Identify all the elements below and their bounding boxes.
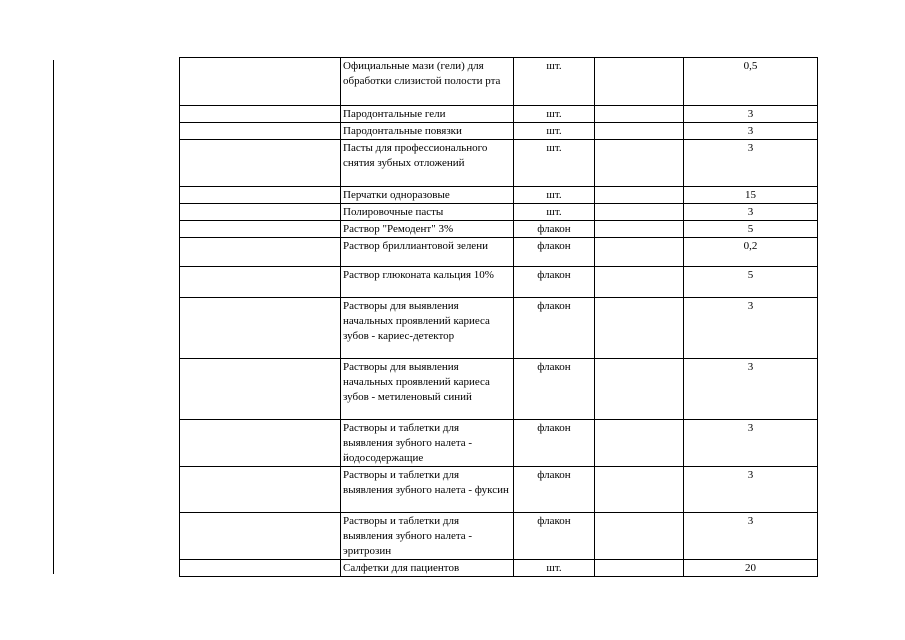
row-number-cell	[180, 267, 341, 298]
extra-cell	[595, 267, 684, 298]
item-name-cell: Раствор бриллиантовой зелени	[341, 238, 514, 267]
unit-cell: шт.	[514, 140, 595, 187]
quantity-cell: 5	[684, 267, 818, 298]
row-number-cell	[180, 513, 341, 560]
extra-cell	[595, 298, 684, 359]
row-number-cell	[180, 123, 341, 140]
extra-cell	[595, 221, 684, 238]
row-number-cell	[180, 467, 341, 513]
item-name-cell: Пародонтальные гели	[341, 106, 514, 123]
table-row	[180, 140, 818, 187]
table-row	[180, 221, 818, 238]
quantity-cell: 3	[684, 513, 818, 560]
extra-cell	[595, 58, 684, 106]
quantity-cell: 3	[684, 359, 818, 420]
page-margin-line	[53, 60, 54, 574]
quantity-cell: 3	[684, 140, 818, 187]
row-number-cell	[180, 58, 341, 106]
row-number-cell	[180, 204, 341, 221]
quantity-cell: 3	[684, 123, 818, 140]
quantity-cell: 3	[684, 420, 818, 467]
row-number-cell	[180, 106, 341, 123]
unit-cell: флакон	[514, 467, 595, 513]
unit-cell: шт.	[514, 560, 595, 577]
unit-cell: флакон	[514, 267, 595, 298]
item-name-cell: Растворы и таблетки для выявления зубного налета - йодосодержащие	[341, 420, 514, 467]
item-name-cell: Растворы для выявления начальных проявлений кариеса зубов - метиленовый синий	[341, 359, 514, 420]
table-row	[180, 560, 818, 577]
quantity-cell: 15	[684, 187, 818, 204]
table-row	[180, 123, 818, 140]
unit-cell: флакон	[514, 221, 595, 238]
extra-cell	[595, 420, 684, 467]
item-name-cell: Раствор глюконата кальция 10%	[341, 267, 514, 298]
quantity-cell: 20	[684, 560, 818, 577]
table-row	[180, 420, 818, 467]
unit-cell: шт.	[514, 123, 595, 140]
quantity-cell: 3	[684, 298, 818, 359]
item-name-cell: Перчатки одноразовые	[341, 187, 514, 204]
item-name-cell: Раствор "Ремодент" 3%	[341, 221, 514, 238]
extra-cell	[595, 467, 684, 513]
table-row	[180, 298, 818, 359]
extra-cell	[595, 204, 684, 221]
unit-cell: шт.	[514, 204, 595, 221]
table-row	[180, 359, 818, 420]
row-number-cell	[180, 221, 341, 238]
row-number-cell	[180, 560, 341, 577]
item-name-cell: Пасты для профессионального снятия зубных отложений	[341, 140, 514, 187]
table-row	[180, 238, 818, 267]
extra-cell	[595, 359, 684, 420]
quantity-cell: 0,5	[684, 58, 818, 106]
item-name-cell: Салфетки для пациентов	[341, 560, 514, 577]
row-number-cell	[180, 298, 341, 359]
unit-cell: флакон	[514, 359, 595, 420]
unit-cell: шт.	[514, 106, 595, 123]
table-row	[180, 513, 818, 560]
item-name-cell: Растворы и таблетки для выявления зубного налета - фуксин	[341, 467, 514, 513]
item-name-cell: Растворы для выявления начальных проявлений кариеса зубов - кариес-детектор	[341, 298, 514, 359]
unit-cell: флакон	[514, 513, 595, 560]
table-row	[180, 106, 818, 123]
extra-cell	[595, 106, 684, 123]
unit-cell: флакон	[514, 238, 595, 267]
extra-cell	[595, 187, 684, 204]
item-name-cell: Пародонтальные повязки	[341, 123, 514, 140]
extra-cell	[595, 513, 684, 560]
extra-cell	[595, 238, 684, 267]
row-number-cell	[180, 420, 341, 467]
unit-cell: флакон	[514, 420, 595, 467]
supplies-table	[179, 57, 818, 577]
item-name-cell: Растворы и таблетки для выявления зубного налета - эритрозин	[341, 513, 514, 560]
extra-cell	[595, 140, 684, 187]
item-name-cell: Полировочные пасты	[341, 204, 514, 221]
row-number-cell	[180, 140, 341, 187]
extra-cell	[595, 560, 684, 577]
table-row	[180, 204, 818, 221]
unit-cell: шт.	[514, 187, 595, 204]
table-row	[180, 187, 818, 204]
table-row	[180, 467, 818, 513]
extra-cell	[595, 123, 684, 140]
item-name-cell: Официальные мази (гели) для обработки слизистой полости рта	[341, 58, 514, 106]
quantity-cell: 0,2	[684, 238, 818, 267]
quantity-cell: 3	[684, 467, 818, 513]
quantity-cell: 3	[684, 204, 818, 221]
quantity-cell: 5	[684, 221, 818, 238]
row-number-cell	[180, 187, 341, 204]
row-number-cell	[180, 359, 341, 420]
unit-cell: шт.	[514, 58, 595, 106]
unit-cell: флакон	[514, 298, 595, 359]
quantity-cell: 3	[684, 106, 818, 123]
table-row	[180, 58, 818, 106]
table-row	[180, 267, 818, 298]
row-number-cell	[180, 238, 341, 267]
